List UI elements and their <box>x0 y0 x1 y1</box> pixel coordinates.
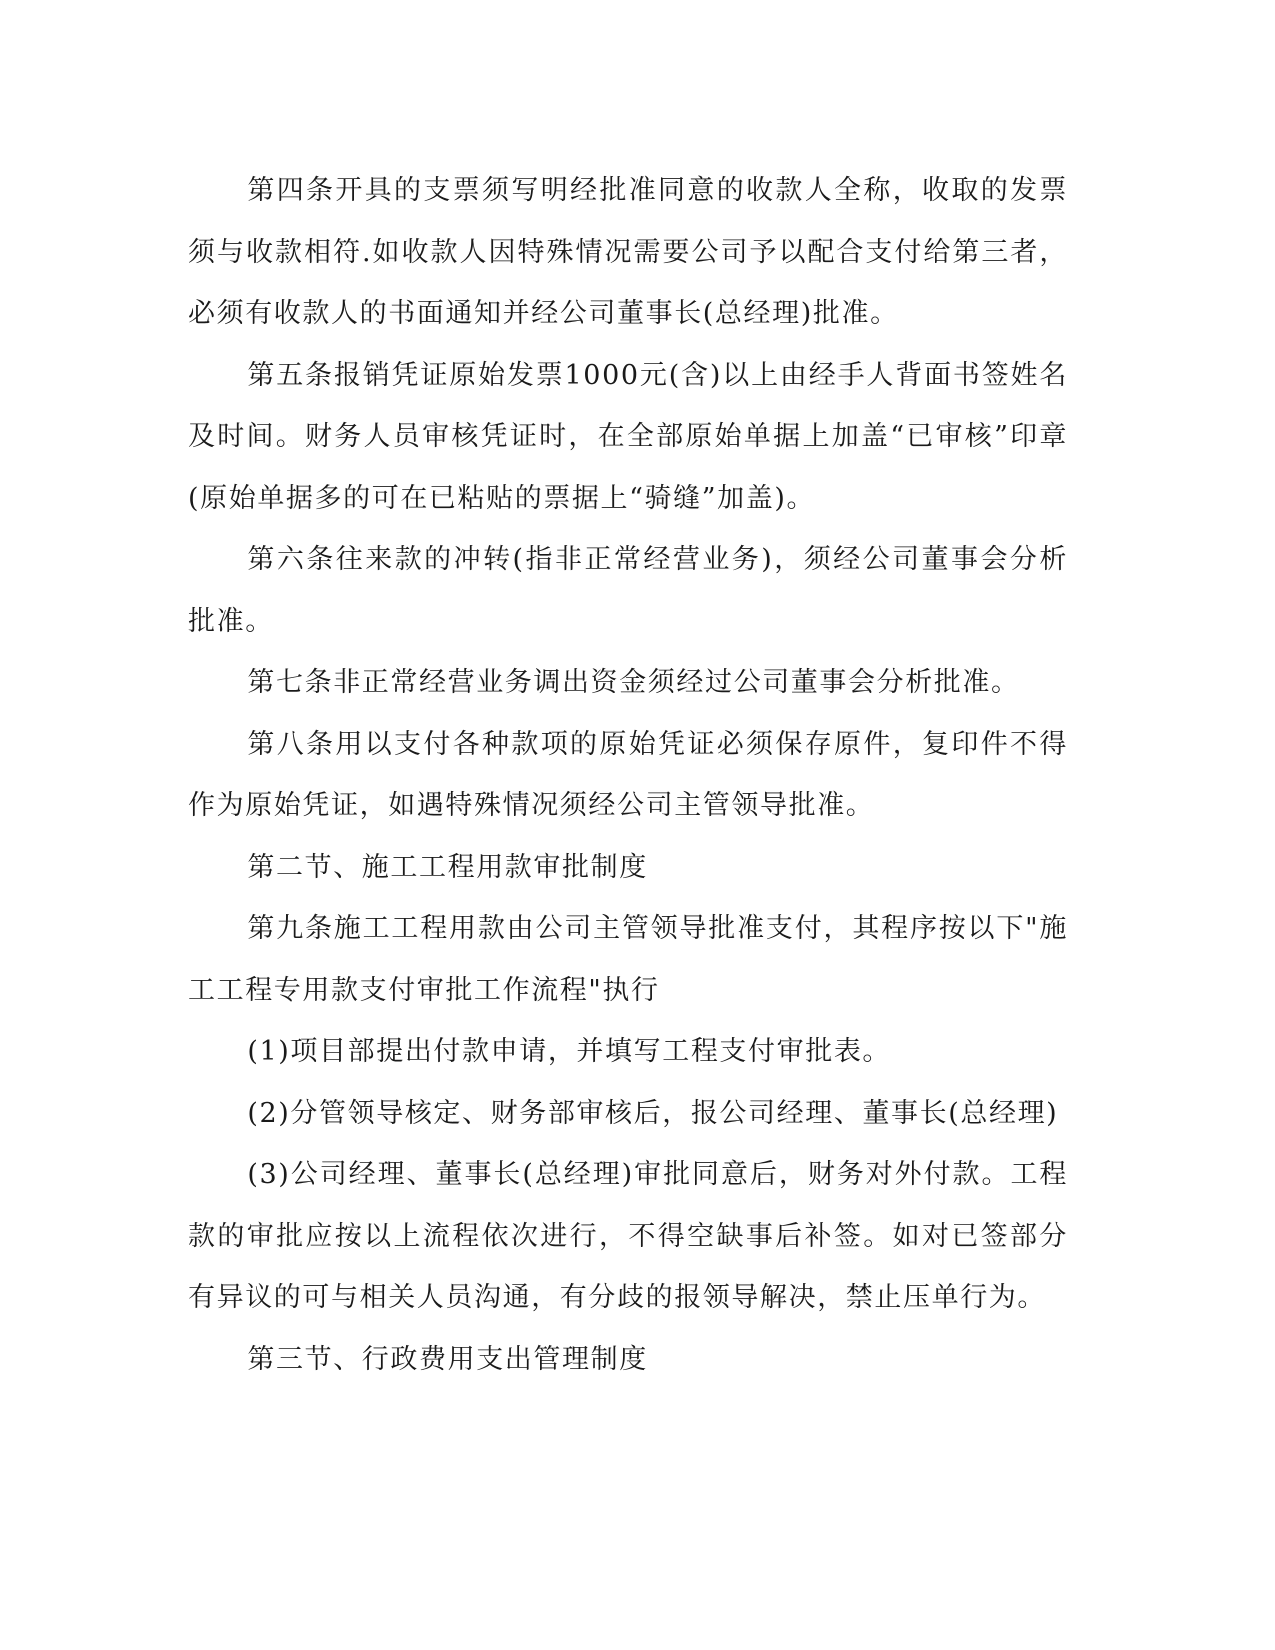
paragraph-article-6: 第六条往来款的冲转(指非正常经营业务)，须经公司董事会分析批准。 <box>188 544 1068 637</box>
list-item-step-2: (2)分管领导核定、财务部审核后，报公司经理、董事长(总经理) <box>247 1097 1059 1129</box>
paragraph-article-8: 第八条用以支付各种款项的原始凭证必须保存原件，复印件不得作为原始凭证，如遇特殊情况须经公司主管领导批准。 <box>188 728 1068 821</box>
list-item-step-1: (1)项目部提出付款申请，并填写工程支付审批表。 <box>247 1036 892 1067</box>
paragraph-article-5: 第五条报销凭证原始发票1000元(含)以上由经手人背面书签姓名及时间。财务人员审核凭证时，在全部原始单据上加盖“已审核”印章(原始单据多的可在已粘贴的票据上“骑缝”加盖)。 <box>188 359 1068 514</box>
paragraph-article-7: 第七条非正常经营业务调出资金须经过公司董事会分析批准。 <box>247 667 1020 698</box>
section-heading-3: 第三节、行政费用支出管理制度 <box>247 1343 648 1375</box>
paragraph-article-9: 第九条施工工程用款由公司主管领导批准支付，其程序按以下"施工工程专用款支付审批工作流程"执行 <box>188 913 1068 1006</box>
document-body <box>188 160 1068 1390</box>
paragraph-article-4: 第四条开具的支票须写明经批准同意的收款人全称，收取的发票须与收款相符.如收款人因特殊情况需要公司予以配合支付给第三者，必须有收款人的书面通知并经公司董事长(总经理)批准。 <box>188 175 1068 329</box>
list-item-step-3: (3)公司经理、董事长(总经理)审批同意后，财务对外付款。工程款的审批应按以上流程依次进行，不得空缺事后补签。如对已签部分有异议的可与相关人员沟通，有分歧的报领导解决，禁止压单行为。 <box>188 1159 1068 1313</box>
section-heading-2: 第二节、施工工程用款审批制度 <box>247 851 648 883</box>
